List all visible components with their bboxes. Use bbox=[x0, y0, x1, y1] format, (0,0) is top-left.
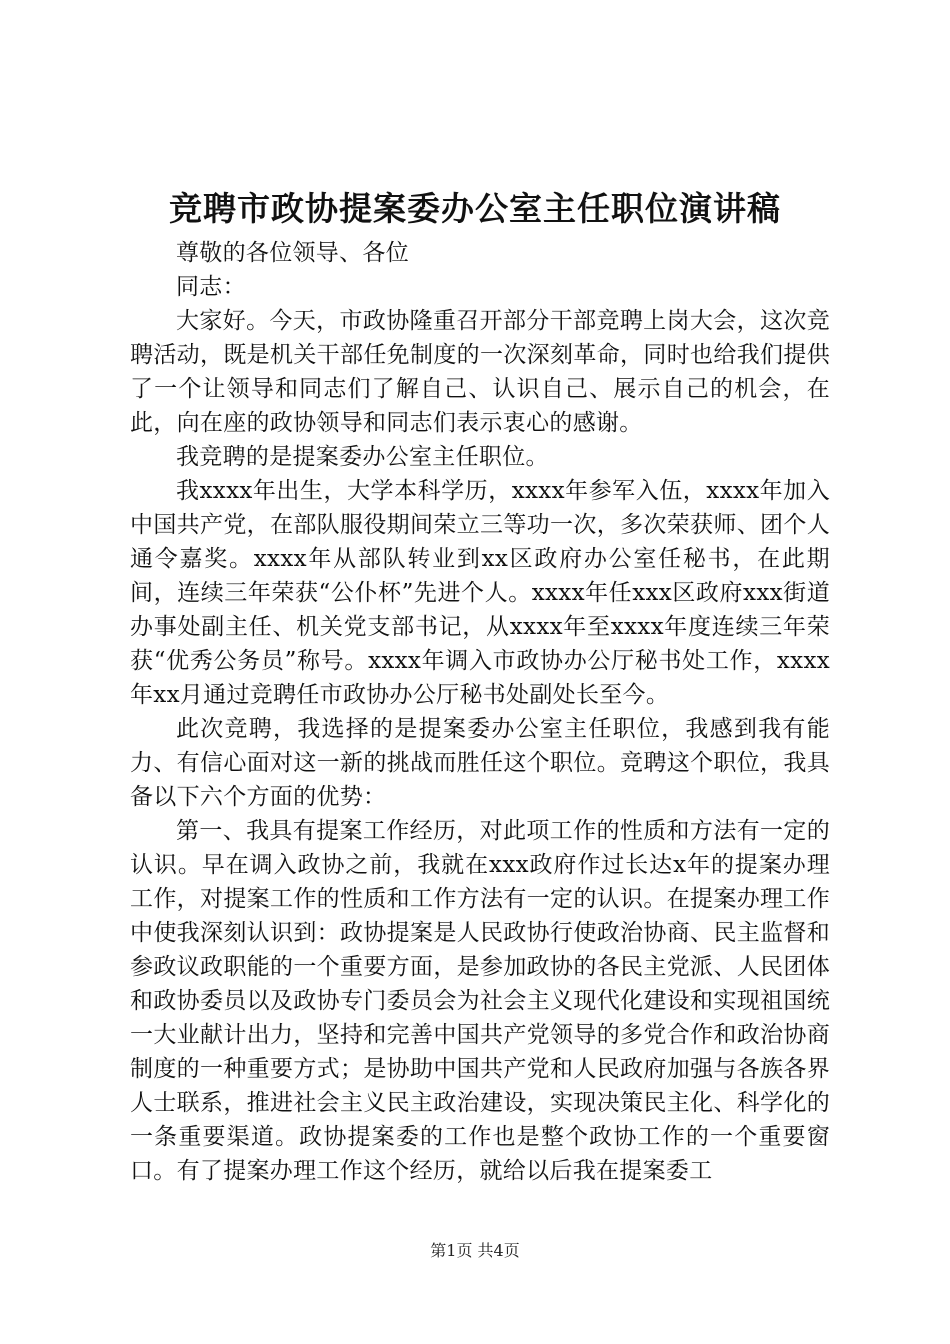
paragraph-greeting: 大家好。今天，市政协隆重召开部分干部竞聘上岗大会，这次竞聘活动，既是机关干部任免制度的一次深刻革命，同时也给我们提供了一个让领导和同志们了解自己、认识自己、展示自己的机会，在此，向在座的政协领导和同志们表示衷心的感谢。 bbox=[130, 308, 830, 436]
document-body bbox=[130, 236, 830, 1188]
paragraph-advantages-intro: 此次竞聘，我选择的是提案委办公室主任职位，我感到我有能力、有信心面对这一新的挑战而胜任这个职位。竞聘这个职位，我具备以下六个方面的优势： bbox=[130, 716, 830, 810]
document-title: 竞聘市政协提案委办公室主任职位演讲稿 bbox=[169, 189, 781, 228]
salutation-line-1: 尊敬的各位领导、各位 bbox=[176, 240, 409, 266]
paragraph-position: 我竞聘的是提案委办公室主任职位。 bbox=[176, 444, 549, 470]
paragraph-background: 我xxxx年出生，大学本科学历，xxxx年参军入伍，xxxx年加入中国共产党，在部队服役期间荣立三等功一次，多次荣获师、团个人通令嘉奖。xxxx年从部队转业到xx区政府办公室任秘书，在此期间，连续三年荣获“公仆杯”先进个人。xxxx年任xxx区政府xxx街道办事处副主任、机关党支部书记，从xxxx年至xxxx年度连续三年荣获“优秀公务员”称号。xxxx年调入市政协办公厅秘书处工作，xxxx年xx月通过竞聘任市政协办公厅秘书处副处长至今。 bbox=[130, 478, 830, 708]
page-number-footer: 第1页 共4页 bbox=[430, 1241, 520, 1260]
paragraph-advantage-1: 第一、我具有提案工作经历，对此项工作的性质和方法有一定的认识。早在调入政协之前，我就在xxx政府作过长达x年的提案办理工作，对提案工作的性质和工作方法有一定的认识。在提案办理工作中使我深刻认识到：政协提案是人民政协行使政治协商、民主监督和参政议政职能的一个重要方面，是参加政协的各民主党派、人民团体和政协委员以及政协专门委员会为社会主义现代化建设和实现祖国统一大业献计出力，坚持和完善中国共产党领导的多党合作和政治协商制度的一种重要方式；是协助中国共产党和人民政府加强与各族各界人士联系，推进社会主义民主政治建设，实现决策民主化、科学化的一条重要渠道。政协提案委的工作也是整个政协工作的一个重要窗口。有了提案办理工作这个经历，就给以后我在提案委工 bbox=[130, 818, 830, 1184]
salutation-line-2: 同志： bbox=[176, 274, 246, 300]
